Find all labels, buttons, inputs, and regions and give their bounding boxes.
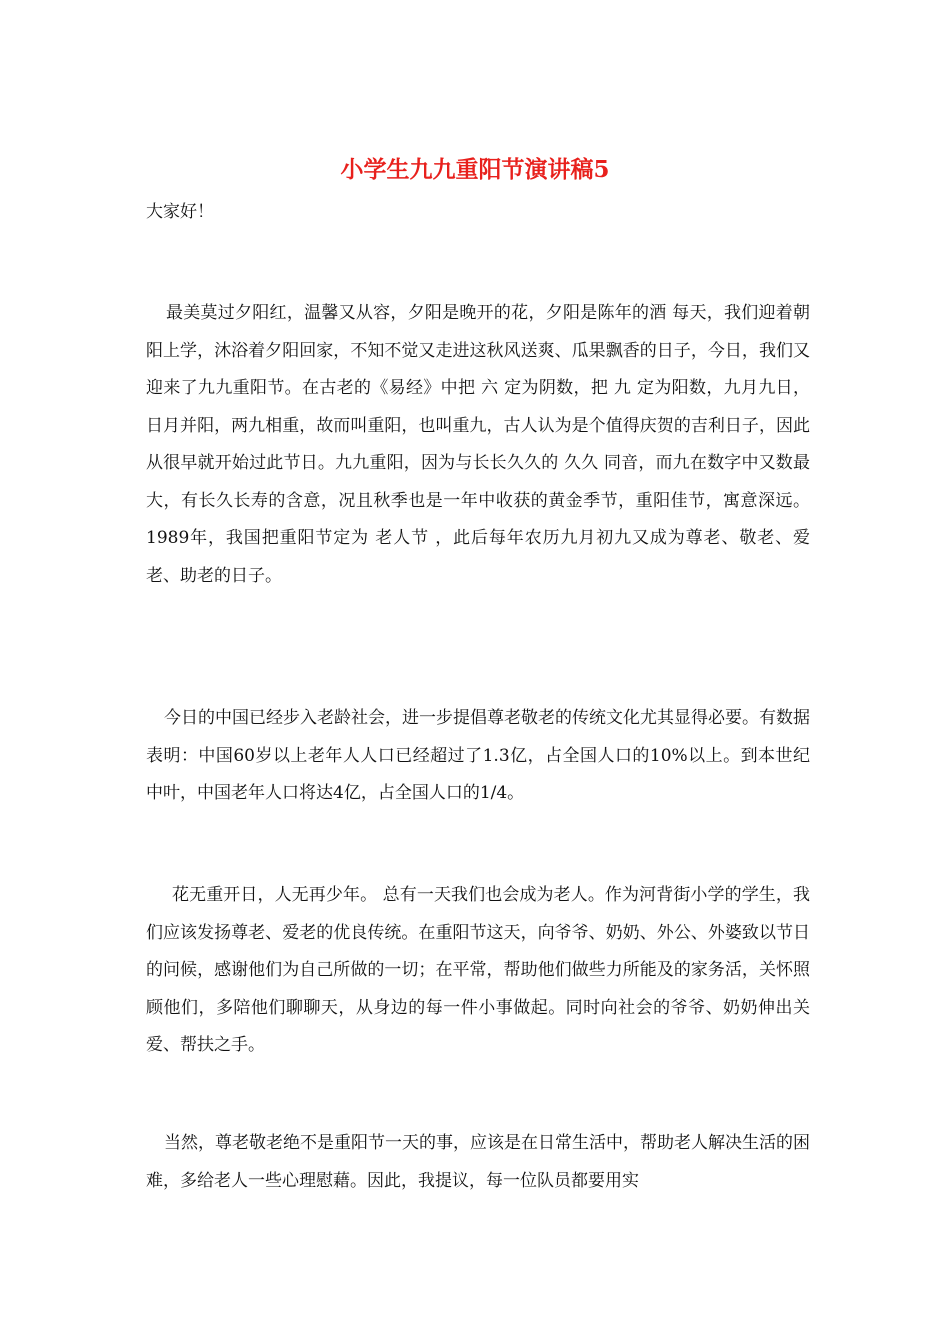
paragraph-4: 当然，尊老敬老绝不是重阳节一天的事，应该是在日常生活中，帮助老人解决生活的困难，多给老人一些心理慰藉。因此，我提议，每一位队员都要用实 (146, 1133, 810, 1191)
paragraph-2: 今日的中国已经步入老龄社会，进一步提倡尊老敬老的传统文化尤其显得必要。有数据表明：中国60岁以上老年人人口已经超过了1.3亿，占全国人口的10%以上。到本世纪中叶，中国老年人口将达4亿，占全国人口的1/4。 (146, 708, 810, 803)
greeting-text: 大家好！ (146, 202, 214, 222)
paragraph-1: 最美莫过夕阳红，温馨又从容，夕阳是晚开的花，夕阳是陈年的酒 每天，我们迎着朝阳上学，沐浴着夕阳回家，不知不觉又走进这秋风送爽、瓜果飘香的日子，今日，我们又迎来了九九重阳节。在古老的《易经》中把 六 定为阴数，把 九 定为阳数，九月九日，日月并阳，两九相重，故而叫重阳，也叫重九，古人认为是个值得庆贺的吉利日子，因此从很早就开始过此节日。九九重阳，因为与长长久久的 久久 同音，而九在数字中又数最大，有长久长寿的含意，况且秋季也是一年中收获的黄金季节，重阳佳节，寓意深远。1989年，我国把重阳节定为 老人节 ，此后每年农历九月初九又成为尊老、敬老、爱老、助老的日子。 (146, 303, 810, 586)
paragraph-3: 花无重开日，人无再少年。 总有一天我们也会成为老人。作为河背街小学的学生，我们应该发扬尊老、爱老的优良传统。在重阳节这天，向爷爷、奶奶、外公、外婆致以节日的问候，感谢他们为自己所做的一切；在平常，帮助他们做些力所能及的家务活，关怀照顾他们，多陪他们聊聊天，从身边的每一件小事做起。同时向社会的爷爷、奶奶伸出关爱、帮扶之手。 (146, 885, 810, 1055)
document-title: 小学生九九重阳节演讲稿5 (340, 156, 610, 183)
